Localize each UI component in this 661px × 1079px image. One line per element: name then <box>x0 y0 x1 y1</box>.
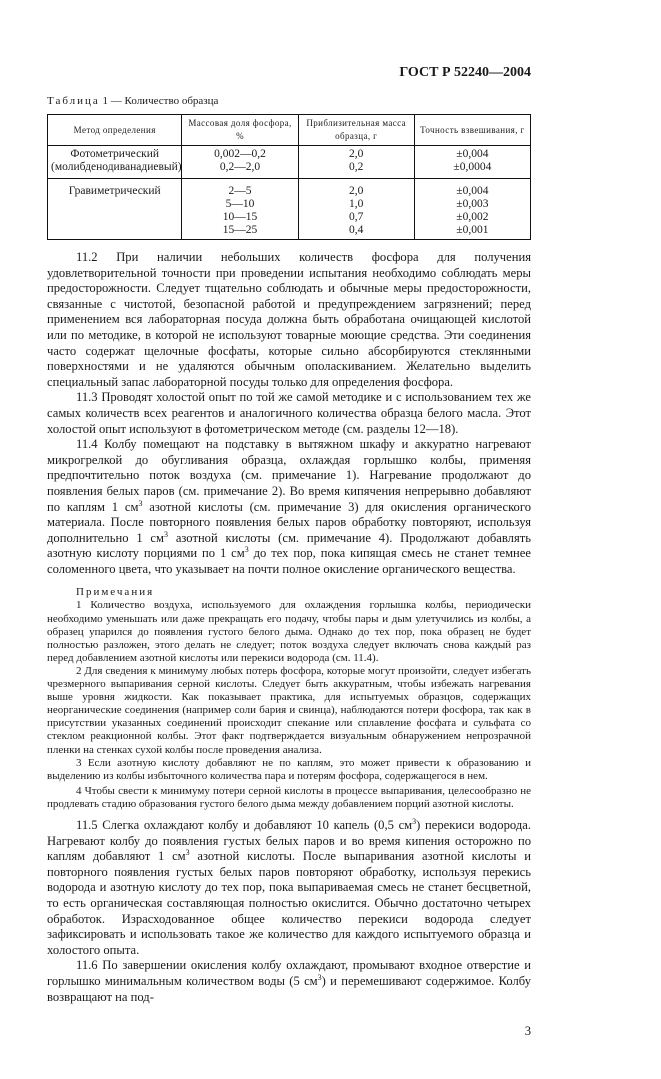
text-run: 11.4 Колбу помещают на подставку в вытяжном шкафу и аккуратно нагревают микрогрелкой до обугливания образца, охлаждая горлышко колбы, применяя предпочтительно поток воздуха (см. примечание 1). Нагревание продолжают до появления белых паров (см. примечание 2). Во время кипячения непрерывно добавляют по каплям 1 см <box>47 437 531 514</box>
table-caption-label: Таблица <box>47 95 100 107</box>
cell-fraction <box>182 146 298 179</box>
cell-mass <box>298 179 414 240</box>
cell-value: 0,4 <box>349 224 364 236</box>
cell-mass <box>298 146 414 179</box>
cell-accuracy <box>414 179 530 240</box>
paragraph-11-5 <box>47 818 531 958</box>
note-4: 4 Чтобы свести к минимуму потери серной кислоты в процессе выпаривания, целесообразно не продлевать стадию образования густого белого дыма между добавлением порций азотной кислоты. <box>47 784 531 810</box>
table-header-row <box>48 115 531 146</box>
table-caption-text: 1 — Количество образца <box>99 95 219 107</box>
paragraph-11-3: 11.3 Проводят холостой опыт по той же самой методике и с использованием тех же самых количеств всех реагентов и аналогичного количества образца белого масла. Этот холостой опыт используют в фотометрическом методе (см. разделы 12—18). <box>47 390 531 436</box>
sample-quantity-table <box>47 114 531 240</box>
column-header-fraction: Массовая доля фосфора, % <box>182 115 298 146</box>
paragraph-11-4 <box>47 437 531 577</box>
cell-value: ±0,003 <box>456 198 489 210</box>
superscript: 3 <box>412 816 417 826</box>
document-code: ГОСТ Р 52240—2004 <box>399 65 531 80</box>
note-2: 2 Для сведения к минимуму любых потерь фосфора, которые могут произойти, следует избегать чрезмерного выпаривания серной кислоты. Следует быть аккуратным, чтобы избежать нагревания выше уровня жидкости. Как показывает практика, для испытуемых образцов, содержащих неорганические соединения (например соли бария и свинца), наблюдаются потери фосфора, так как в присутствии указанных соединений происходит спекание или сплавление фосфата и сульфата со стеклом реакционной колбы. Этот факт подтверждается визуальным обнаружением непрозрачной пленки на стенках сухой колбы после проведения анализа. <box>47 664 531 756</box>
notes-section <box>47 586 531 811</box>
text-run: азотной кислоты (см. примечание 3) для окисления органического материала. После повторного появления белых паров обработку повторяют, используя дополнительно 1 см <box>47 499 531 545</box>
cell-fraction <box>182 179 298 240</box>
page-number: 3 <box>524 1024 531 1039</box>
text-run: до тех пор, пока кипящая смесь не станет темнее соломенного цвета, что указывает на почти полное окисление органического вещества. <box>47 546 531 576</box>
note-3: 3 Если азотную кислоту добавляют не по каплям, это может привести к образованию и выделению из колбы избыточного количества пара и потерям фосфора, содержащегося в нем. <box>47 756 531 782</box>
text-run: ) и перемешивают содержимое. Колбу возвращают на под- <box>47 973 532 1004</box>
table-row <box>48 179 531 240</box>
text-run: азотной кислоты. После выпаривания азотной кислоты и повторного появления густых белых паров повторяют обработку, используя перекись водорода и азотную кислоту до тех пор, пока выпариваемая смесь не станет бесцветной, то есть органическая составляющая полностью окислится. Обычно достаточно четырех обработок. Израсходованное общее количество перекиси водорода следует зафиксировать и использовать такое же количество для каждого испытуемого образца и холостого опыта. <box>47 849 531 957</box>
notes-title: Примечания <box>76 586 155 599</box>
cell-value: 2,0 <box>349 148 364 160</box>
text-run: азотной кислоты (см. примечание 4). Продолжают добавлять азотную кислоту порциями по 1 см <box>47 530 531 561</box>
text-run: 11.5 Слегка охлаждают колбу и добавляют 10 капель (0,5 см <box>76 817 413 832</box>
cell-value: ±0,0004 <box>453 161 492 173</box>
cell-value: 15—25 <box>222 224 258 236</box>
cell-value: 10—15 <box>222 211 258 223</box>
cell-method: Фотометрический (молибденодиванадиевый) <box>48 146 182 179</box>
column-header-mass: Приблизительная масса образца, г <box>298 115 414 146</box>
note-1: 1 Количество воздуха, используемого для охлаждения горлышка колбы, периодически необходимо уменьшать или даже прекращать его подачу, чтобы пары и дым улетучились из колбы, а образец упарился до появления густого белого дыма. Однако до тех пор, пока образец не будет полностью разложен, этого делать не следует; поток воздуха следует включать снова каждый раз перед добавлением азотной кислоты или перекиси водорода (см. 11.4). <box>47 599 531 664</box>
superscript: 3 <box>185 847 190 857</box>
superscript: 3 <box>317 972 322 982</box>
cell-value: 0,002—0,2 <box>214 148 266 160</box>
superscript: 3 <box>244 545 249 555</box>
column-header-method: Метод определения <box>48 115 182 146</box>
paragraph-11-2: 11.2 При наличии небольших количеств фосфора для получения удовлетворительной точности при проведении испытания необходимо соблюдать меры предосторожности. Следует тщательно соблюдать и обычные меры предосторожности, связанные с чистотой, безопасной работой и предупреждением загрязнений; перед применением вся лабораторная посуда должна быть обработана очищающей кислотой или по методике, в которой не используют товарные моющие средства. Эти соединения часто содержат щелочные фосфаты, которые сильно абсорбируются стеклянными поверхностями и не удаляются обычным ополаскиванием. Желательно выделить специальный запас лабораторной посуды только для определения фосфора. <box>47 250 531 389</box>
table-row <box>48 146 531 179</box>
cell-value: 0,7 <box>349 211 364 223</box>
cell-value: 2—5 <box>228 185 252 197</box>
table-caption <box>47 94 531 108</box>
cell-value: 1,0 <box>349 198 364 210</box>
cell-value: ±0,001 <box>456 224 489 236</box>
text-run: ) перекиси водорода. Нагревают колбу до появления густых белых паров и во время кипения осторожно по каплям добавляют 1 см <box>47 817 531 864</box>
cell-method: Гравиметрический <box>48 179 182 240</box>
cell-value: ±0,004 <box>456 148 489 160</box>
cell-value: 0,2 <box>349 161 364 173</box>
column-header-accuracy: Точность взвешивания, г <box>414 115 530 146</box>
cell-value: ±0,004 <box>456 185 489 197</box>
paragraph-11-6 <box>47 958 531 1005</box>
document-body <box>47 250 531 1005</box>
cell-value: ±0,002 <box>456 211 489 223</box>
text-run: 11.6 По завершении окисления колбу охлаждают, промывают входное отверстие и горлышко минимальным количеством воды (5 см <box>47 958 531 988</box>
cell-accuracy <box>414 146 530 179</box>
cell-value: 0,2—2,0 <box>219 161 261 173</box>
cell-value: 5—10 <box>225 198 255 210</box>
superscript: 3 <box>164 529 168 539</box>
superscript: 3 <box>138 498 143 508</box>
cell-value: 2,0 <box>349 185 364 197</box>
document-page <box>47 0 531 1079</box>
